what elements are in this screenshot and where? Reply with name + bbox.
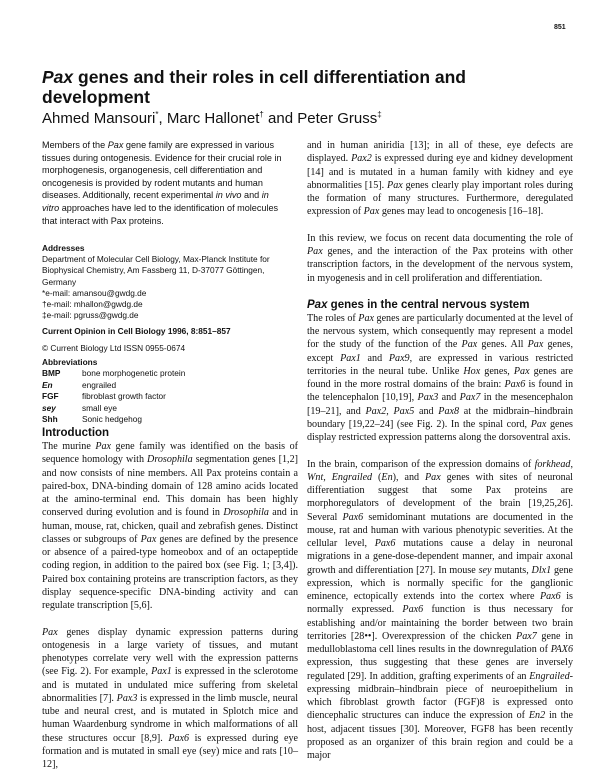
italic-text: Pax6	[504, 379, 526, 390]
italic-text: Pax6	[342, 511, 364, 523]
italic-text: Pax9	[388, 352, 410, 364]
text-run: is normally expressed.	[307, 591, 573, 616]
italic-text: Pax1	[340, 352, 361, 364]
abbreviation-definition: small eye	[82, 402, 118, 413]
italic-text: Pax3	[417, 392, 439, 404]
italic-text: Pax7	[459, 392, 481, 404]
author-list	[42, 106, 382, 128]
paragraph	[42, 626, 298, 772]
italic-text: Pax	[387, 179, 403, 191]
text-run: approaches have led to the identification of molecules that interact with Pax proteins.	[42, 202, 279, 226]
text-run: , are expressed in various restricted territories in the neural tube. Unlike	[307, 352, 573, 377]
italic-text: Pax	[513, 365, 530, 377]
title-italic: Pax	[42, 67, 74, 87]
text-run: genes are defined by the presence or absence of a paired-type homeobox and of an octapeptide coding region, in addition to the paired box (see Fig. 1; [3,4]). Paired box containing proteins are transcription factors, as they display sequence-specific DNA-binding activity and can regulate transcription [5,6].	[42, 533, 298, 611]
text-run: genes. All	[477, 339, 528, 351]
text-run: gene expression, which is normally specific for the ganglionic eminence, ectopically extends into the cortex where	[307, 564, 573, 602]
italic-text: in vivo	[215, 190, 242, 201]
abbreviation-row	[42, 368, 185, 379]
italic-text: Drosophila	[147, 454, 193, 466]
cns-heading-rest: genes in the central nervous system	[327, 298, 530, 311]
text-run: is expressed in the limb muscle, neural tube and neural crest, and is mutated in Splotch mice and human Waardenburg syndrome in which malformations of all these structures occur [8,9].	[42, 692, 299, 744]
italic-text: Pax6	[402, 604, 424, 616]
abbreviation-term: En	[42, 379, 53, 390]
italic-text: Pax6	[539, 591, 561, 602]
abbreviations-table	[42, 368, 185, 425]
text-run: gene family was identified on the basis of sequence homology with	[42, 441, 298, 466]
author-mark: *	[155, 110, 159, 119]
italic-text: Pax3	[116, 692, 138, 704]
text-run: semidominant mutations are documented in the mouse, rat and human with various phenotypic severities. At the cellular level,	[307, 511, 573, 549]
italic-text: Pax6	[374, 538, 396, 549]
italic-text: Pax	[107, 140, 124, 150]
text-run: and in human, mouse, rat, chicken, quail and zebrafish genes. Distinct classes or subgroups of	[42, 507, 298, 545]
text-run: is expressed in the sclerotome and is mutated in undulated mice suffering from skeletal abnormalities [7].	[42, 666, 298, 704]
abstract	[42, 139, 287, 227]
text-run: The murine	[42, 441, 96, 452]
italic-text: Pax	[363, 206, 380, 218]
text-run: genes display restricted expression patterns along the dorsoventral axis.	[307, 418, 573, 443]
text-run: Members of the	[42, 140, 108, 150]
text-run: genes are particularly documented at the level of the nervous system, which consequently may represent a model for the study of the function of the	[307, 312, 573, 351]
paragraph	[307, 458, 573, 763]
text-run: (	[372, 471, 382, 483]
text-run: genes may lead to oncogenesis [16–18].	[379, 206, 544, 218]
email: *e-mail: amansou@gwdg.de	[42, 287, 147, 298]
italic-text: Dlx1	[531, 564, 552, 576]
text-run: In this review, we focus on recent data documenting the role of	[307, 232, 573, 244]
text-run: in the mesencephalon [19–21], and	[307, 392, 573, 417]
separator: and	[263, 110, 298, 127]
italic-text: Wnt	[307, 471, 324, 483]
author: Ahmed Mansouri	[42, 110, 156, 127]
text-run: ,	[570, 458, 573, 470]
text-run: ), and	[392, 471, 425, 483]
right-column	[307, 139, 573, 762]
abbreviation-term: BMP	[42, 368, 61, 379]
abbreviation-row	[42, 414, 185, 425]
abbreviation-row	[42, 403, 185, 414]
text-run: at the midbrain–hindbrain boundary [19,22–24] (see Fig. 2). In the spinal cord,	[307, 405, 573, 430]
abbreviations-heading: Abbreviations	[42, 357, 98, 367]
text-run: gene in medulloblastoma cell lines results in the downregulation of	[307, 630, 573, 655]
text-run: ,	[386, 405, 394, 417]
author-mark: ‡	[377, 110, 382, 119]
text-run: genes with sites of neuronal differentiation suggest that some Pax proteins are morphoregulators of development of the brain [19,25,26]. Several	[307, 471, 573, 523]
italic-text: Engrailed	[529, 670, 570, 682]
italic-text: forkhead	[534, 458, 571, 470]
italic-text: En	[381, 471, 393, 483]
copyright: © Current Biology Ltd ISSN 0955-0674	[42, 342, 186, 353]
text-run: genes are found in the more rostral domains of the brain:	[307, 365, 573, 390]
text-run: and	[241, 190, 262, 201]
cns-heading-italic: Pax	[307, 298, 328, 311]
text-run: -expressing midbrain–hindbrain piece of neuroepithelium in which fibroblast growth factor (FGF)8 is expressed onto diencephalic structures can induce the expression of	[307, 670, 573, 722]
text-run: The roles of	[307, 312, 359, 324]
paragraph	[42, 440, 298, 612]
address-text: Department of Molecular Cell Biology, Max-Planck Institute for Biophysical Chemistry, Am Fassberg 11, D-37077 Göttingen, Germany	[42, 254, 270, 287]
italic-text: Pax	[358, 312, 374, 324]
text-run: genes, except	[307, 339, 574, 364]
abbreviation-term: FGF	[42, 391, 59, 402]
italic-text: Pax	[461, 339, 478, 351]
page-number: 851	[554, 24, 566, 31]
abbreviation-definition: engrailed	[82, 379, 117, 390]
text-run: and	[414, 405, 439, 417]
text-run: In the brain, comparison of the expression domains of	[307, 458, 535, 470]
italic-text: Pax5	[393, 405, 415, 417]
introduction-section	[42, 426, 298, 771]
text-run: is expressed during eye formation and is mutated in small eye (sey) mice and rats [10–12],	[42, 732, 298, 770]
addresses	[42, 243, 292, 354]
italic-text: Hox	[463, 365, 481, 377]
journal-citation: Current Opinion in Cell Biology 1996, 8:851–857	[42, 326, 231, 337]
abbreviation-row	[42, 380, 185, 391]
italic-text: in vitro	[42, 190, 269, 213]
introduction-heading: Introduction	[42, 427, 110, 439]
text-run: gene family are expressed in various tissues during ontogenesis. Evidence for their crucial role in morphogenesis, organogenesis, cell differentiation and oncogenesis is provided by rodent mutants and human diseases. Additionally, recent experimental	[42, 140, 282, 201]
text-run: genes clearly play important roles during the formation of many structures. Furthermore, deregulated expression of	[307, 179, 573, 218]
italic-text: Pax2	[365, 405, 387, 417]
abbreviation-row	[42, 391, 185, 402]
italic-text: Pax6	[168, 732, 190, 744]
italic-text: Pax2	[351, 153, 372, 165]
text-run: function is thus necessary for establishing and/or maintaining the border between two brain territories [28••]. Overexpression of the chicken	[307, 604, 573, 642]
text-run: and in human aniridia [13]; in all of these, eye defects are displayed.	[307, 140, 573, 165]
italic-text: Pax	[530, 418, 547, 430]
text-run: in the host, adjacent tissues [30]. Moreover, FGF8 has been recently proposed as an organizer of this brain region and could be a major	[307, 710, 574, 761]
author-mark: †	[259, 110, 264, 119]
text-run: genes display dynamic expression patterns during ontogenesis in a large variety of tissues, and mutant phenotypes correlate very well with the expression patterns (see Fig. 2). For example,	[42, 626, 298, 678]
paragraph	[307, 139, 573, 219]
abbreviation-definition: bone morphogenetic protein	[82, 368, 186, 379]
italic-text: Pax	[307, 246, 323, 257]
text-run: is expressed during eye and kidney development [14] and is mutated in a human family with kidney and eye abnormalities [15].	[307, 153, 573, 191]
abbreviation-term: Shh	[42, 414, 58, 425]
text-run: mutants,	[491, 564, 532, 576]
email: †e-mail: mhallon@gwdg.de	[42, 299, 143, 310]
italic-text: Pax	[424, 471, 441, 483]
text-run: expression, thus suggesting that these genes are inversely regulated [29]. In addition, grafting experiments of an	[307, 657, 573, 682]
text-run: is found in the telencephalon [10,19],	[307, 379, 573, 404]
italic-text: Engrailed	[331, 471, 373, 483]
italic-text: Pax	[95, 441, 112, 452]
italic-text: Pax	[140, 533, 157, 545]
italic-text: Pax7	[516, 630, 537, 642]
paragraph	[307, 312, 573, 445]
italic-text: Pax	[527, 339, 544, 351]
abbreviation-term: sey	[42, 402, 56, 413]
email: ‡e-mail: pgruss@gwdg.de	[42, 310, 139, 321]
author: Peter Gruss	[297, 110, 378, 127]
addresses-heading: Addresses	[42, 243, 85, 253]
italic-text: sey	[478, 564, 492, 576]
italic-text: Pax	[42, 626, 58, 638]
text-run: and	[360, 352, 389, 364]
text-run: mutations cause a delay in neuronal migrations in a gene-dose-dependent manner, and impair axonal growth and differentiation [27]. In mouse	[307, 538, 574, 576]
italic-text: PAX6	[550, 644, 573, 655]
paragraph	[307, 232, 573, 285]
italic-text: Drosophila	[223, 507, 269, 519]
cns-heading	[307, 298, 573, 312]
author: Marc Hallonet	[166, 110, 260, 127]
text-run: segmentation genes [1,2] and now consists of nine members. All Pax proteins contain a paired-box, DNA-binding domain of 128 amino acids located at the amino-terminal end. This domain has been highly conserved during evolution and is found in	[42, 454, 298, 519]
text-run: ,	[323, 471, 332, 483]
abbreviation-definition: Sonic hedgehog	[82, 414, 142, 425]
separator: ,	[158, 110, 167, 127]
text-run: genes,	[480, 365, 514, 377]
title-rest: genes and their roles in cell differentiation and development	[42, 67, 466, 107]
italic-text: Pax8	[438, 405, 460, 417]
italic-text: En2	[528, 710, 546, 722]
italic-text: Pax1	[151, 666, 172, 678]
abbreviations	[42, 357, 292, 425]
text-run: and	[438, 392, 460, 404]
text-run: genes, and the interaction of the Pax proteins with other transcription factors, in the development of the nervous system, in myogenesis and in cell proliferation and differentiation.	[307, 246, 573, 284]
article-title	[42, 67, 562, 107]
abbreviation-definition: fibroblast growth factor	[82, 391, 166, 402]
